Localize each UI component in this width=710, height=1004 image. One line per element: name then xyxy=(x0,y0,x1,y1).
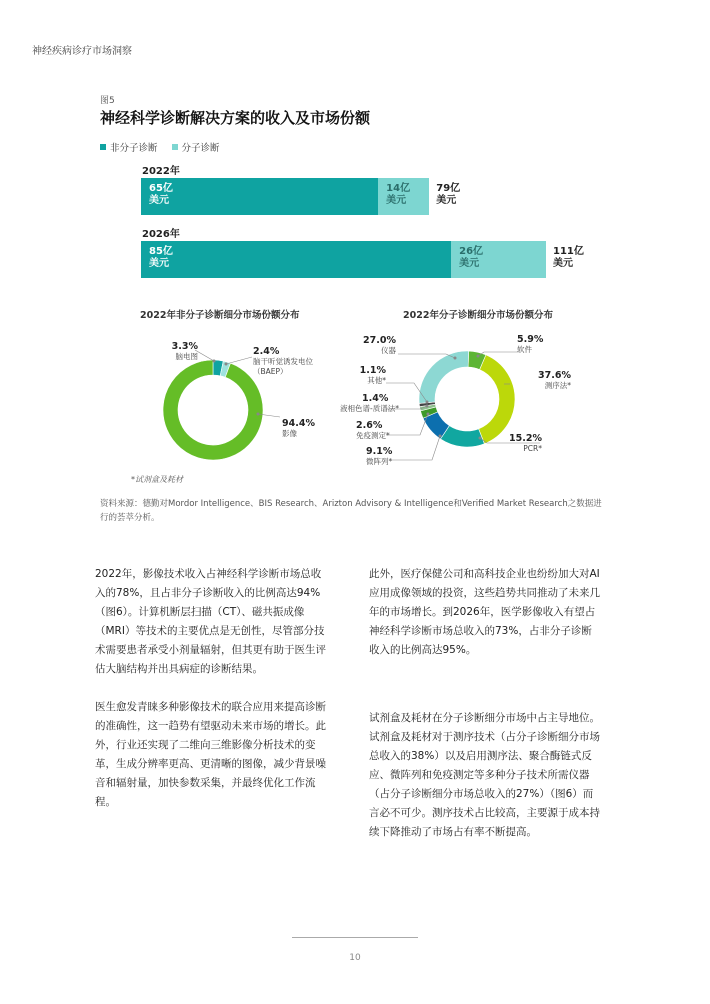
figure-title: 神经科学诊断解决方案的收入及市场份额 xyxy=(100,109,371,127)
slice-percent: 1.1% xyxy=(359,365,386,376)
paragraph: 2022年，影像技术收入占神经科学诊断市场总收入的78%，且占非分子诊断收入的比例高达94%（图6）。计算机断层扫描（CT）、磁共振成像（MRI）等技术的主要优点是无创性，尽管部分技术需要患者承受小剂量辐射，但其更有助于医生评估大脑结构并出具病症的诊断结果。 xyxy=(95,568,326,675)
donut1-label-baep xyxy=(253,346,315,377)
leader-dot xyxy=(439,435,441,437)
donut1-title: 2022年非分子诊断细分市场份额分布 xyxy=(140,310,300,321)
figure-footnote: *试剂盒及耗材 xyxy=(131,475,183,484)
running-header: 神经疾病诊疗市场洞察 xyxy=(32,46,132,57)
leader-dot xyxy=(426,405,428,407)
donut1 xyxy=(163,360,263,460)
donut1-label-eeg xyxy=(158,341,198,362)
slice-percent: 1.4% xyxy=(362,393,389,404)
slice-percent: 3.3% xyxy=(171,341,198,352)
bar-total-value: 111亿 xyxy=(553,246,584,257)
figure-label: 图5 xyxy=(100,96,115,106)
year-label-2026: 2026年 xyxy=(142,229,180,240)
legend-label: 非分子诊断 xyxy=(110,143,158,154)
slice-name: 其他* xyxy=(367,376,386,385)
slice-percent: 2.4% xyxy=(253,346,280,357)
leader-dot xyxy=(225,363,227,365)
bar-value: 26亿 xyxy=(459,246,484,257)
leader-dot xyxy=(213,360,215,362)
paragraph: 此外，医疗保健公司和高科技企业也纷纷加大对AI应用成像领域的投资，这些趋势共同推动了未来几年的市场增长。到2026年，医学影像收入有望占神经科学诊断市场总收入的73%，占非分子诊断收入的比例高达95%。 xyxy=(369,568,600,656)
bar-unit: 美元 xyxy=(149,258,169,269)
donut2-label-sequencing xyxy=(506,370,571,391)
leader-dot xyxy=(257,413,259,415)
slice-name: 仪器 xyxy=(381,346,396,355)
donut2-label-immunoassay xyxy=(356,420,406,441)
bar-value: 14亿 xyxy=(386,183,411,194)
bar-unit: 美元 xyxy=(459,258,480,269)
source-note: 资料来源：德勤对Mordor Intelligence、BIS Research、Arizton Advisory & Intelligence和Verified Market Research之数据进行的荟萃分析。 xyxy=(100,499,602,523)
donut2-label-microarray xyxy=(366,446,406,467)
slice-name: 影像 xyxy=(282,429,297,438)
leader-dot xyxy=(479,437,481,439)
slice-percent: 94.4% xyxy=(282,418,315,429)
slice-name: 液相色谱-质谱法* xyxy=(340,404,399,413)
leader-dot xyxy=(454,357,456,359)
slice-name: 脑干听觉诱发电位（BAEP） xyxy=(253,357,313,376)
legend-label: 分子诊断 xyxy=(181,143,220,154)
slice-percent: 15.2% xyxy=(509,433,542,444)
donut1-label-imaging xyxy=(282,418,315,439)
slice-name: 脑电图 xyxy=(175,352,198,361)
slice-name: 免疫测定* xyxy=(356,431,390,440)
leader-dot xyxy=(477,355,479,357)
slice-name: 微阵列* xyxy=(366,457,393,466)
slice-name: PCR* xyxy=(523,444,542,453)
donut2-label-pcr xyxy=(506,433,542,454)
slice-percent: 27.0% xyxy=(363,335,396,346)
footer-rule xyxy=(292,937,418,938)
slice-name: 测序法* xyxy=(544,381,571,390)
bar-unit: 美元 xyxy=(553,258,573,269)
bar-value: 65亿 xyxy=(149,183,173,194)
slice-percent: 2.6% xyxy=(356,420,383,431)
bar-unit: 美元 xyxy=(386,195,407,206)
donut2-label-instruments xyxy=(348,335,396,356)
donut-slice xyxy=(479,355,515,444)
leader-dot xyxy=(426,401,428,403)
slice-percent: 37.6% xyxy=(538,370,571,381)
donut-slice xyxy=(163,360,263,460)
bar-unit: 美元 xyxy=(149,195,169,206)
donut2-title: 2022年分子诊断细分市场份额分布 xyxy=(403,310,553,321)
body-column-left xyxy=(95,565,327,812)
year-label-2022: 2022年 xyxy=(142,166,180,177)
leader-line xyxy=(226,357,252,364)
paragraph: 医生愈发青睐多种影像技术的联合应用来提高诊断的准确性，这一趋势有望驱动未来市场的增长。此外，行业还实现了二维向三维影像分析技术的变革，生成分辨率更高、更清晰的图像，减少背景噪音和辐射量，加快参数采集，并最终优化工作流程。 xyxy=(95,701,326,808)
bar-value: 85亿 xyxy=(149,246,173,257)
slice-name: 软件 xyxy=(517,345,532,354)
body-column-right xyxy=(369,565,601,842)
donut2 xyxy=(419,351,515,447)
donut-slice xyxy=(419,351,469,403)
donut2-label-other xyxy=(346,365,386,386)
bar-total-value: 79亿 xyxy=(436,183,461,194)
donut2-label-software xyxy=(517,334,543,355)
page-number: 10 xyxy=(349,953,361,963)
slice-percent: 5.9% xyxy=(517,334,544,345)
slice-percent: 9.1% xyxy=(366,446,393,457)
leader-dot xyxy=(427,413,429,415)
donut2-label-lcms xyxy=(340,393,420,414)
paragraph: 试剂盒及耗材在分子诊断细分市场中占主导地位。试剂盒及耗材对于测序技术（占分子诊断细分市场总收入的38%）以及启用测序法、聚合酶链式反应、微阵列和免疫测定等多种分子技术所需仪器（占分子诊断细分市场总收入的27%）（图6）而言必不可少。测序技术占比较高，主要源于成本持续下降推动了市场占有率不断提高。 xyxy=(369,712,600,838)
bar-unit: 美元 xyxy=(436,195,457,206)
